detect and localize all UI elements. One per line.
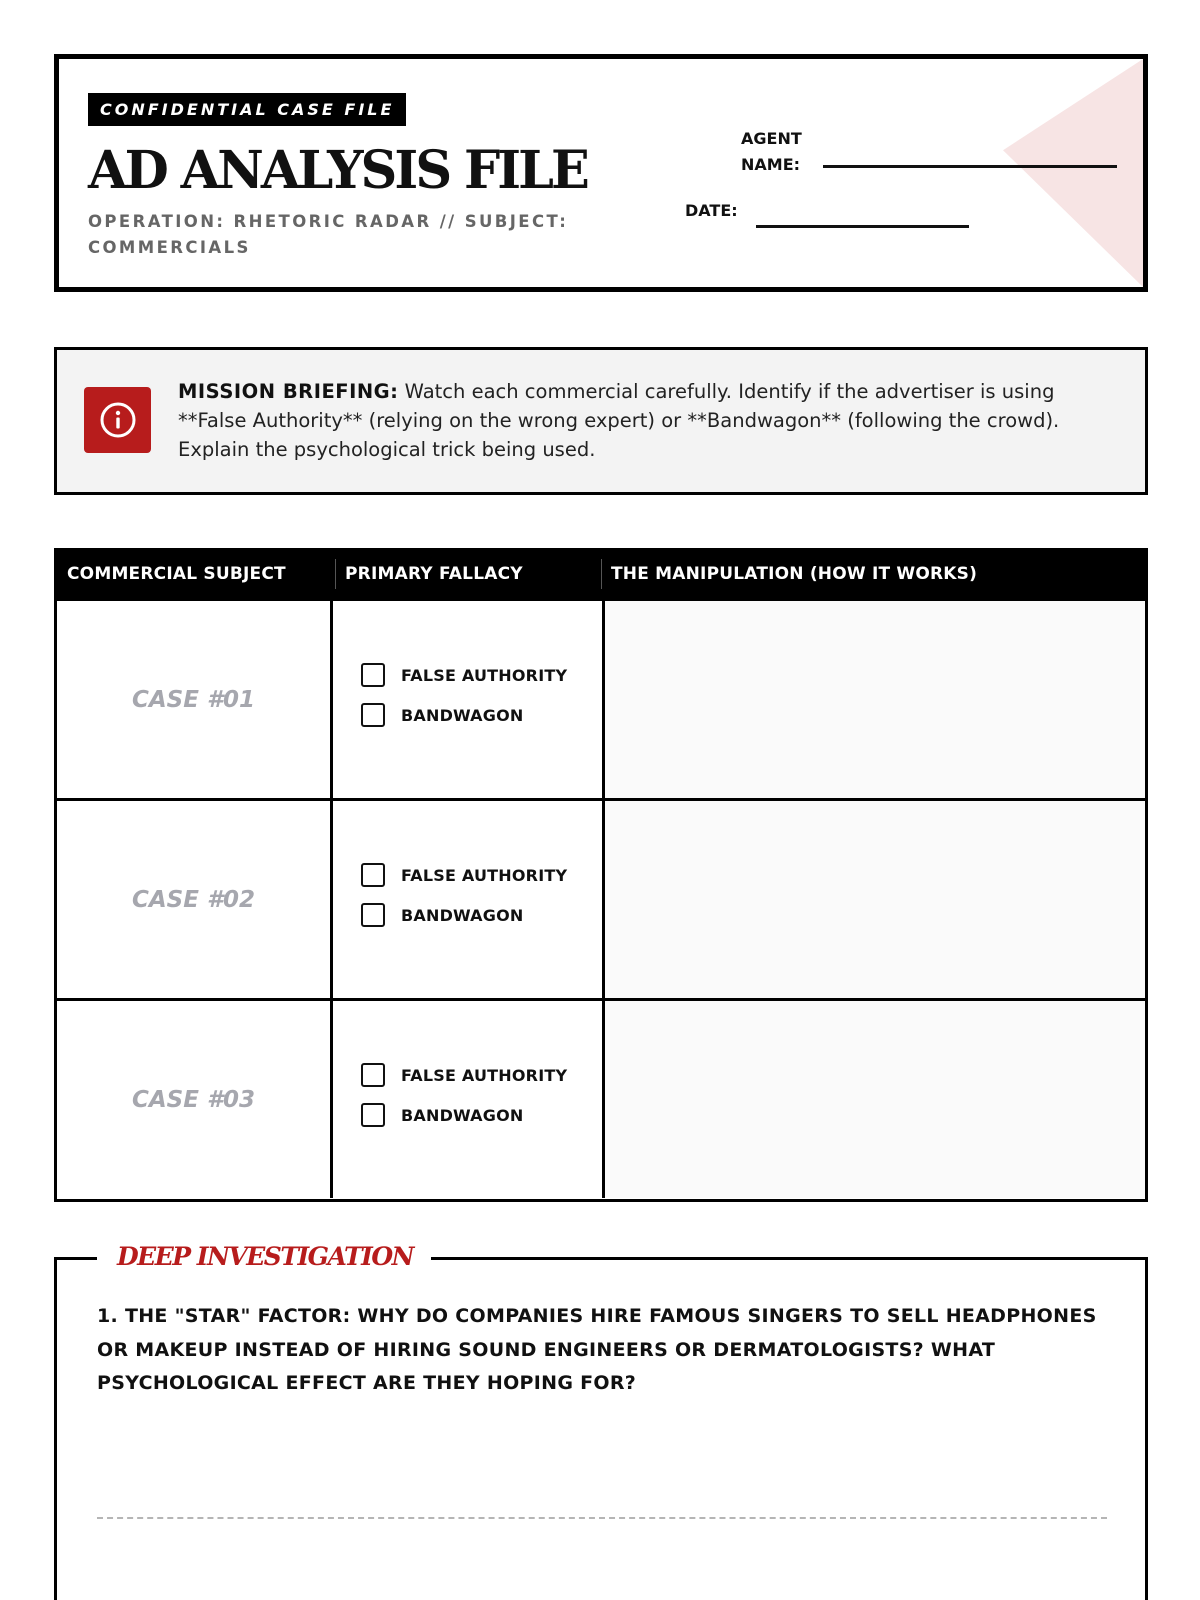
false-authority-option[interactable]: [361, 663, 567, 687]
false-authority-option[interactable]: [361, 863, 567, 887]
table-row: [57, 998, 1145, 1198]
checkbox[interactable]: [361, 1063, 385, 1087]
deep-investigation-section: [54, 1242, 1148, 1600]
checkbox[interactable]: [361, 663, 385, 687]
checkbox[interactable]: [361, 903, 385, 927]
bandwagon-option[interactable]: [361, 1103, 524, 1127]
briefing-body: Watch each commercial carefully. Identify if the advertiser is using **False Authority** (relying on the wrong expert) or **Bandwagon** (following the crowd). Explain the psychological trick being used.: [178, 380, 1060, 461]
table-row: [57, 798, 1145, 998]
column-header-subject: COMMERCIAL SUBJECT: [67, 564, 286, 584]
bandwagon-option[interactable]: [361, 903, 524, 927]
fallacy-cell: [333, 801, 605, 998]
false-authority-option[interactable]: [361, 1063, 567, 1087]
option-label: FALSE AUTHORITY: [401, 665, 568, 685]
table-row: [57, 598, 1145, 798]
case-label: CASE #01: [57, 601, 333, 798]
manipulation-answer-field[interactable]: [605, 1001, 1145, 1198]
table-header: [54, 548, 1148, 601]
option-label: BANDWAGON: [401, 705, 524, 725]
operation-subtitle: OPERATION: RHETORIC RADAR // SUBJECT: COMMERCIALS: [88, 212, 569, 257]
checkbox[interactable]: [361, 703, 385, 727]
question-1: 1. THE "STAR" FACTOR: WHY DO COMPANIES HIRE FAMOUS SINGERS TO SELL HEADPHONES OR MAKEUP INSTEAD OF HIRING SOUND ENGINEERS OR DERMATOLOGISTS? WHAT PSYCHOLOGICAL EFFECT ARE THEY HOPING FOR?: [97, 1305, 1097, 1394]
briefing-label: MISSION BRIEFING:: [178, 380, 399, 403]
column-divider: [601, 559, 602, 589]
fallacy-cell: [333, 1001, 605, 1198]
decorative-triangle: [1003, 59, 1143, 287]
option-label: BANDWAGON: [401, 1105, 524, 1125]
case-analysis-table: [54, 548, 1148, 1202]
case-file-header: [54, 54, 1148, 292]
bandwagon-option[interactable]: [361, 703, 524, 727]
case-label: CASE #02: [57, 801, 333, 998]
section-title: DEEP INVESTIGATION: [97, 1232, 431, 1282]
case-label: CASE #03: [57, 1001, 333, 1198]
column-divider: [335, 559, 336, 589]
mission-briefing: [54, 347, 1148, 495]
column-header-fallacy: PRIMARY FALLACY: [345, 564, 523, 584]
option-label: BANDWAGON: [401, 905, 524, 925]
briefing-text: [178, 377, 1128, 464]
confidential-badge: CONFIDENTIAL CASE FILE: [88, 93, 406, 126]
manipulation-answer-field[interactable]: [605, 601, 1145, 798]
answer-line[interactable]: [97, 1517, 1107, 1519]
info-icon: [84, 387, 151, 453]
checkbox[interactable]: [361, 1103, 385, 1127]
page-title: AD ANALYSIS FILE: [88, 140, 587, 201]
date-label: DATE:: [685, 201, 738, 220]
agent-name-label: AGENT NAME:: [741, 129, 802, 174]
column-header-manipulation: THE MANIPULATION (HOW IT WORKS): [611, 564, 978, 584]
agent-name-field[interactable]: [823, 165, 1117, 168]
date-field[interactable]: [756, 225, 969, 228]
option-label: FALSE AUTHORITY: [401, 865, 568, 885]
fallacy-cell: [333, 601, 605, 798]
manipulation-answer-field[interactable]: [605, 801, 1145, 998]
checkbox[interactable]: [361, 863, 385, 887]
option-label: FALSE AUTHORITY: [401, 1065, 568, 1085]
